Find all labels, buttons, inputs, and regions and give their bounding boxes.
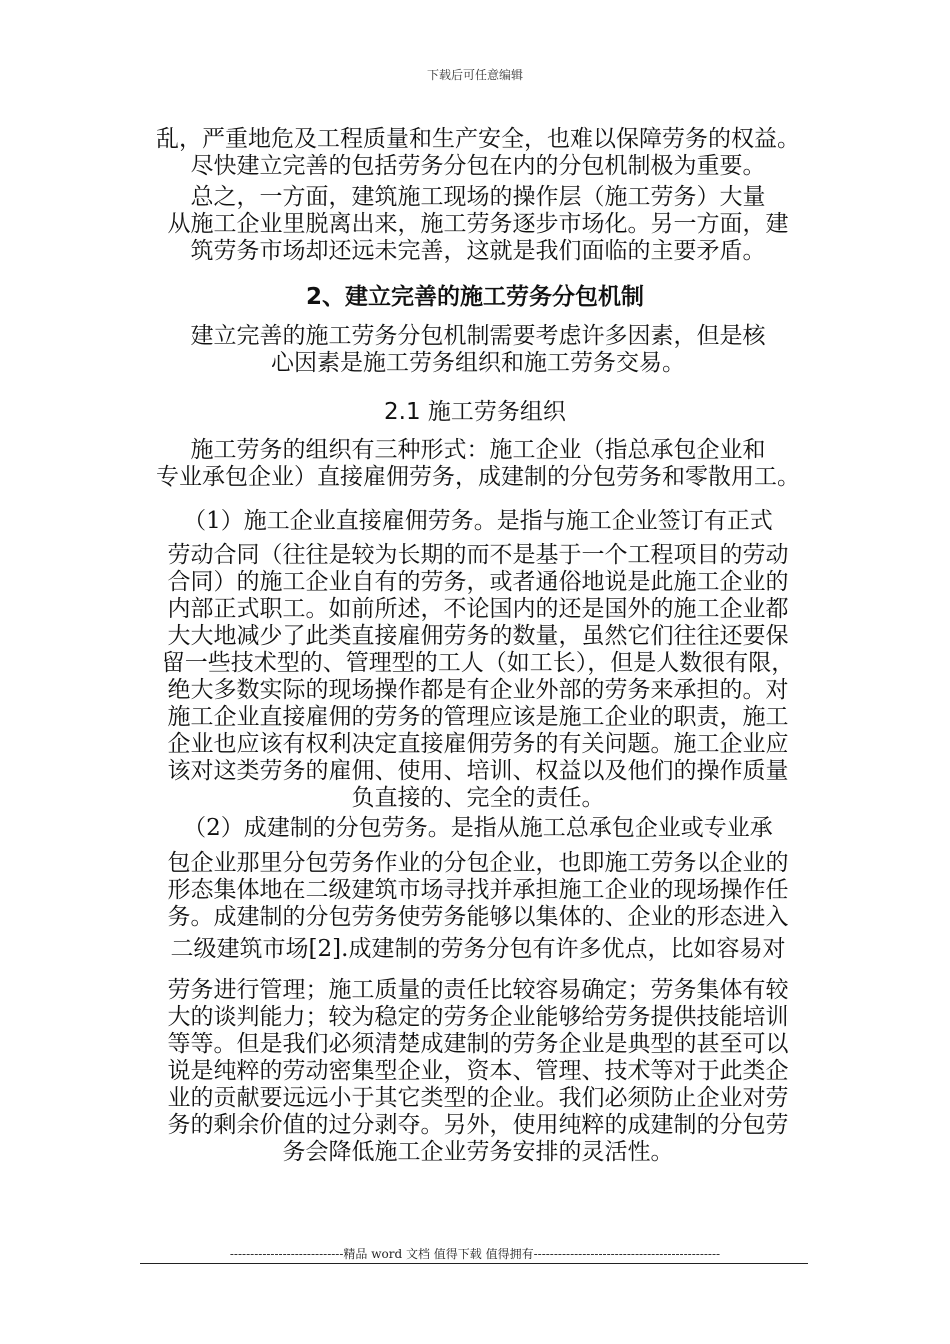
paragraph-5-lead (140, 508, 816, 535)
text-line: 务会降低施工企业劳务安排的灵活性。 (282, 1139, 674, 1165)
paragraph-3 (140, 323, 816, 377)
text-line: 留一些技术型的、管理型的工人（如工长），但是人数很有限， (161, 650, 795, 676)
text-line: 大的谈判能力；较为稳定的劳务企业能够给劳务提供技能培训 (167, 1004, 789, 1030)
text-line: 劳动合同（往往是较为长期的而不是基于一个工程项目的劳动 (167, 542, 789, 568)
text-line: 绝大多数实际的现场操作都是有企业外部的劳务来承担的。对 (167, 677, 789, 703)
section-heading-2: 2、建立完善的施工劳务分包机制 (305, 284, 644, 310)
text-line: 从施工企业里脱离出来，施工劳务逐步市场化。另一方面，建 (167, 211, 789, 237)
text-line: 心因素是施工劳务组织和施工劳务交易。 (271, 350, 685, 376)
paragraph-5-body (140, 542, 816, 812)
text-line: 形态集体地在二级建筑市场寻找并承担施工企业的现场操作任 (167, 877, 789, 903)
text-line: 务。成建制的分包劳务使劳务能够以集体的、企业的形态进入 (167, 904, 789, 930)
footer-divider (140, 1263, 808, 1264)
page-footer-note: ----------------------------精品 word 文档 值得下载 值得拥有---------------------------------------------- (229, 1247, 721, 1261)
text-line: 企业也应该有权利决定直接雇佣劳务的有关问题。施工企业应 (167, 731, 789, 757)
paragraph-6-end (140, 977, 816, 1166)
text-line: 专业承包企业）直接雇佣劳务，成建制的分包劳务和零散用工。 (156, 464, 800, 490)
section-heading-2-1: 2.1 施工劳务组织 (384, 399, 566, 425)
text-line: 该对这类劳务的雇佣、使用、培训、权益以及他们的操作质量 (167, 758, 789, 784)
text-line: （1）施工企业直接雇佣劳务。是指与施工企业签订有正式 (183, 508, 773, 534)
paragraph-6-cont (140, 936, 816, 963)
paragraph-1 (140, 126, 816, 180)
text-line: 合同）的施工企业自有的劳务，或者通俗地说是此施工企业的 (167, 569, 789, 595)
paragraph-2 (140, 184, 816, 265)
text-line: 乱，严重地危及工程质量和生产安全，也难以保障劳务的权益。 (156, 126, 800, 152)
text-line: 尽快建立完善的包括劳务分包在内的分包机制极为重要。 (190, 153, 766, 179)
text-line: 等等。但是我们必须清楚成建制的劳务企业是典型的甚至可以 (167, 1031, 789, 1057)
text-line: 总之，一方面，建筑施工现场的操作层（施工劳务）大量 (190, 184, 766, 210)
text-line: 负直接的、完全的责任。 (351, 785, 605, 811)
text-line: 大大地减少了此类直接雇佣劳务的数量，虽然它们往往还要保 (167, 623, 789, 649)
text-line: 业的贡献要远远小于其它类型的企业。我们必须防止企业对劳 (167, 1085, 789, 1111)
text-line: 劳务进行管理；施工质量的责任比较容易确定；劳务集体有较 (167, 977, 789, 1003)
text-line: 包企业那里分包劳务作业的分包企业，也即施工劳务以企业的 (167, 850, 789, 876)
text-line: （2）成建制的分包劳务。是指从施工总承包企业或专业承 (183, 815, 773, 841)
page-header-note: 下载后可任意编辑 (426, 68, 523, 82)
text-line: 内部正式职工。如前所述，不论国内的还是国外的施工企业都 (167, 596, 789, 622)
text-line: 说是纯粹的劳动密集型企业，资本、管理、技术等对于此类企 (167, 1058, 789, 1084)
text-line: 建立完善的施工劳务分包机制需要考虑许多因素，但是核 (190, 323, 766, 349)
paragraph-6-lead (140, 815, 816, 842)
paragraph-6-body (140, 850, 816, 931)
text-line: 二级建筑市场[2].成建制的劳务分包有许多优点，比如容易对 (170, 936, 786, 962)
paragraph-4 (140, 437, 816, 491)
text-line: 施工劳务的组织有三种形式：施工企业（指总承包企业和 (190, 437, 766, 463)
text-line: 务的剩余价值的过分剥夺。另外，使用纯粹的成建制的分包劳 (167, 1112, 789, 1138)
text-line: 筑劳务市场却还远未完善，这就是我们面临的主要矛盾。 (190, 238, 766, 264)
text-line: 施工企业直接雇佣的劳务的管理应该是施工企业的职责，施工 (167, 704, 789, 730)
